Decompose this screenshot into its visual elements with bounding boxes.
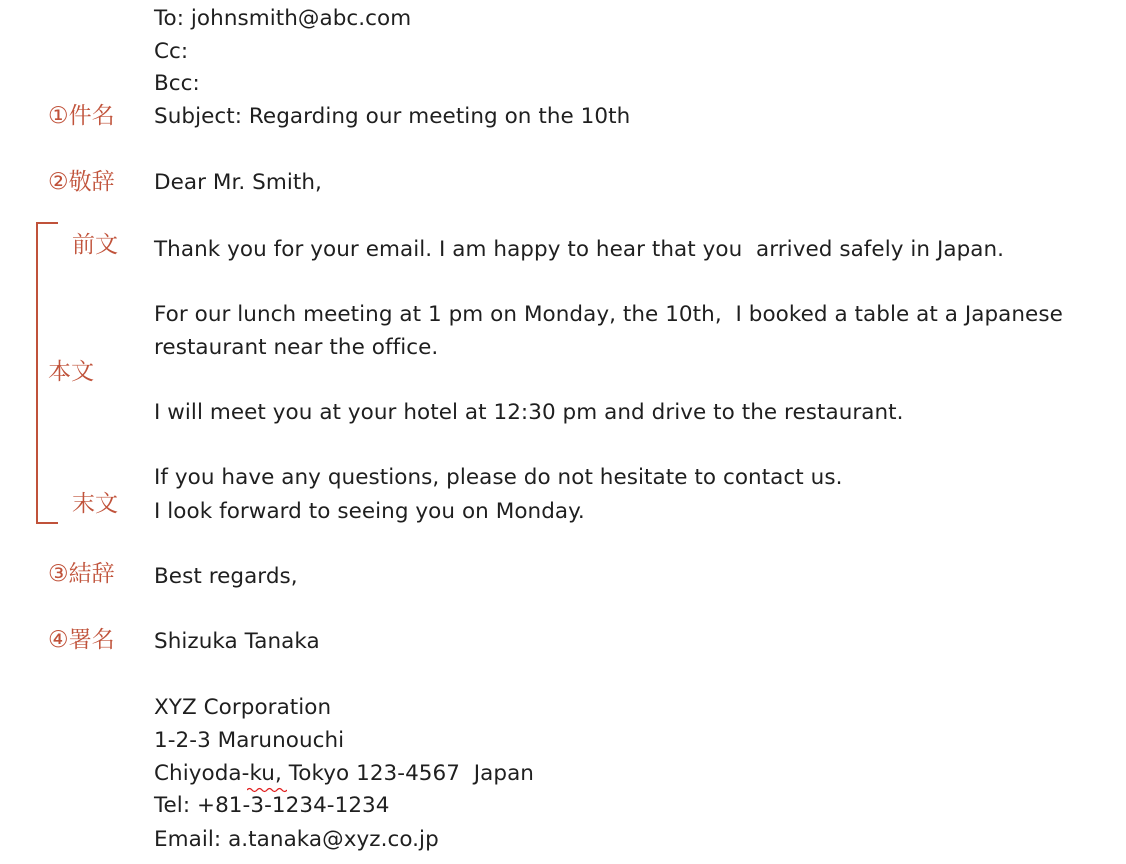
signature-address-2: Chiyoda-ku, Tokyo 123-4567 Japan <box>154 761 534 786</box>
signature-address-1: 1-2-3 Marunouchi <box>154 728 345 753</box>
signature-tel: Tel: +81-3-1234-1234 <box>154 793 390 818</box>
salutation-line: Dear Mr. Smith, <box>154 170 322 195</box>
to-line: To: johnsmith@abc.com <box>154 6 412 31</box>
body-line-2: restaurant near the office. <box>154 335 439 360</box>
signature-name: Shizuka Tanaka <box>154 629 320 654</box>
annotation-body: 本文 <box>48 359 94 385</box>
opening-line: Thank you for your email. I am happy to hear that you arrived safely in Japan. <box>154 237 1005 262</box>
closing-line-2: I look forward to seeing you on Monday. <box>154 499 585 524</box>
body-line-3: I will meet you at your hotel at 12:30 pm and drive to the restaurant. <box>154 400 904 425</box>
annotation-signature: ④署名 <box>48 627 115 653</box>
signature-email: Email: a.tanaka@xyz.co.jp <box>154 827 439 852</box>
body-section-bracket <box>36 222 58 524</box>
cc-line: Cc: <box>154 39 189 64</box>
annotation-opening: 前文 <box>72 232 118 258</box>
annotation-salutation: ②敬辞 <box>48 169 115 195</box>
annotation-subject: ①件名 <box>48 103 115 129</box>
annotation-closing: 末文 <box>72 491 118 517</box>
subject-line: Subject: Regarding our meeting on the 10th <box>154 104 631 129</box>
bcc-line: Bcc: <box>154 71 200 96</box>
body-line-1: For our lunch meeting at 1 pm on Monday, the 10th, I booked a table at a Japanese <box>154 302 1063 327</box>
complimentary-close-line: Best regards, <box>154 564 298 589</box>
signature-company: XYZ Corporation <box>154 695 332 720</box>
closing-line-1: If you have any questions, please do not hesitate to contact us. <box>154 465 843 490</box>
annotation-complimentary-close: ③結辞 <box>48 561 115 587</box>
spellcheck-underline <box>247 787 287 793</box>
